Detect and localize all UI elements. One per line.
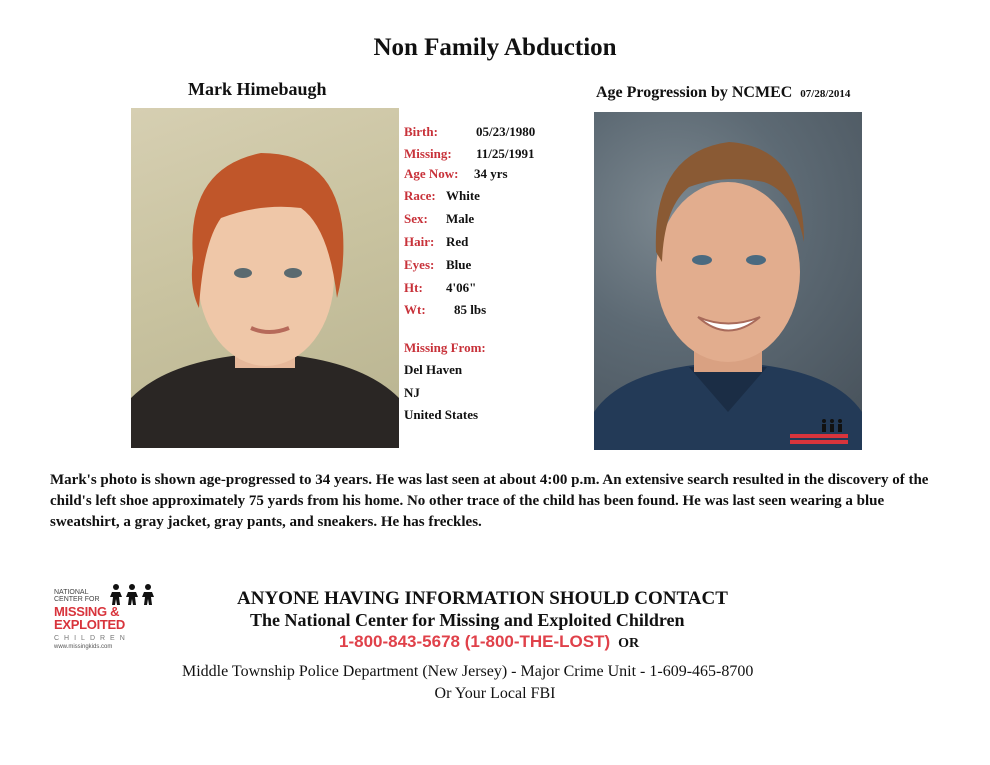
detail-missing	[404, 146, 535, 162]
missing-from-label: Missing From:	[404, 340, 486, 355]
children-silhouette-icon	[106, 583, 166, 605]
ncmec-watermark-logo	[784, 416, 854, 446]
logo-line-center: CENTER FOR	[54, 596, 100, 603]
missing-from-city: Del Haven	[404, 362, 463, 377]
detail-value: Blue	[446, 257, 472, 272]
or-text: OR	[618, 636, 640, 651]
logo-line-national: NATIONAL	[54, 589, 89, 596]
detail-value: White	[446, 188, 480, 203]
detail-label: Wt:	[404, 302, 426, 317]
ncmec-logo	[54, 583, 169, 663]
missing-from-state: NJ	[404, 385, 420, 400]
detail-sex	[404, 211, 475, 227]
detail-race	[404, 188, 480, 204]
contact-hotline	[339, 632, 639, 652]
detail-label: Race:	[404, 188, 436, 203]
child-photo	[131, 108, 399, 448]
child-photo-illustration	[131, 108, 399, 448]
detail-label: Hair:	[404, 234, 435, 249]
detail-birth	[404, 124, 536, 140]
detail-label: Eyes:	[404, 257, 435, 272]
detail-value: 85 lbs	[454, 302, 487, 317]
detail-weight	[404, 302, 487, 318]
detail-label: Missing:	[404, 146, 452, 161]
age-progression-date: 07/28/2014	[800, 88, 851, 100]
child-name: Mark Himebaugh	[188, 79, 327, 99]
contact-organization: The National Center for Missing and Exploited Children	[250, 610, 685, 630]
logo-line-children: CHILDREN	[54, 635, 130, 642]
detail-label: Sex:	[404, 211, 428, 226]
detail-label: Ht:	[404, 280, 423, 295]
age-progressed-illustration	[594, 112, 862, 450]
age-progression-label	[596, 84, 850, 102]
detail-age-now	[404, 166, 508, 182]
ncmec-watermark	[784, 416, 854, 446]
logo-web-address: www.missingkids.com	[54, 644, 113, 650]
contact-heading: ANYONE HAVING INFORMATION SHOULD CONTACT	[237, 588, 728, 609]
detail-eyes	[404, 257, 472, 273]
detail-hair	[404, 234, 469, 250]
missing-from-country: United States	[404, 407, 479, 422]
case-description: Mark's photo is shown age-progressed to 34 years. He was last seen at about 4:00 p.m. An extensive search resulted in the discovery of the child's left shoe approximately 75 yards from his home. No other trace of the child has been found. He was last seen wearing a blue sweatshirt, a gray jacket, gray pants, and sneakers. He has freckles.	[50, 472, 929, 530]
logo-line-missing: MISSING &	[54, 604, 120, 619]
age-progression-text: Age Progression by NCMEC	[596, 84, 793, 101]
detail-value: 4'06"	[446, 280, 477, 295]
detail-value: Male	[446, 211, 475, 226]
detail-value: 11/25/1991	[476, 146, 535, 161]
detail-height	[404, 280, 477, 296]
detail-value: Red	[446, 234, 469, 249]
detail-label: Age Now:	[404, 166, 459, 181]
detail-label: Birth:	[404, 124, 438, 139]
poster-title: Non Family Abduction	[373, 34, 617, 61]
contact-police: Middle Township Police Department (New Jersey) - Major Crime Unit - 1-609-465-8700	[182, 663, 754, 680]
age-progressed-photo	[594, 112, 862, 450]
detail-value: 05/23/1980	[476, 124, 536, 139]
logo-line-exploited: EXPLOITED	[54, 617, 125, 632]
contact-fbi: Or Your Local FBI	[434, 685, 556, 702]
detail-value: 34 yrs	[474, 166, 508, 181]
hotline-number: 1-800-843-5678 (1-800-THE-LOST)	[339, 632, 611, 651]
